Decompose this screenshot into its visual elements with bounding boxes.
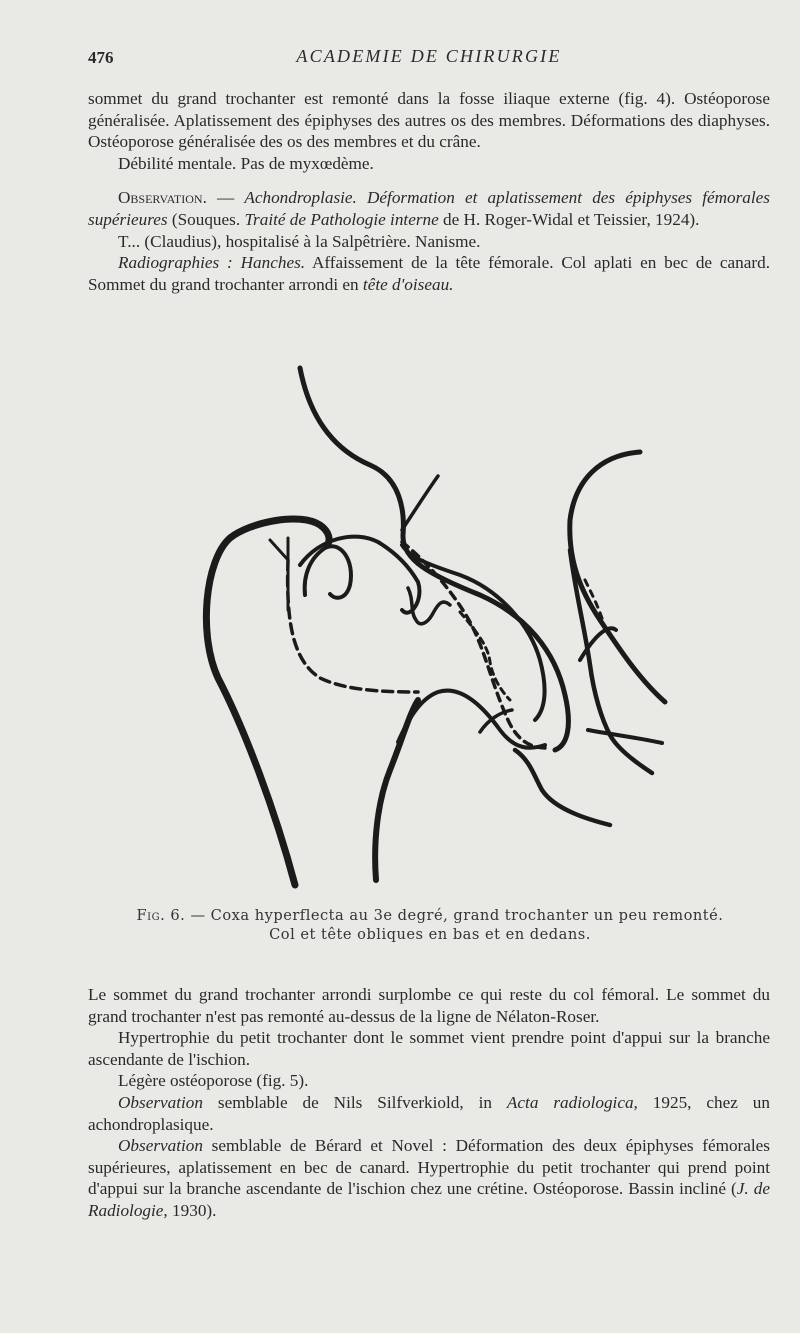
observation-word-1: Observation xyxy=(118,1092,203,1112)
top-text-block xyxy=(88,88,770,295)
page-number: 476 xyxy=(88,48,114,67)
lesser-trochanter-curve xyxy=(515,750,610,825)
observation-dash: — xyxy=(206,188,245,208)
figure-hip-drawing xyxy=(170,360,690,890)
figure-caption xyxy=(120,906,740,944)
paragraph-continued: sommet du grand trochanter est remonté dans la fosse iliaque externe (fig. 4). Ostéoporose généralisée. Aplatissement des épiphyses des autres os des membres. Déformations des diaphyses. Ostéoporose généralisée des os des membres et du crâne. xyxy=(88,89,770,152)
berard-novel-text: semblable de Bérard et Novel : Déformation des deux épiphyses fémorales supérieures, aplatissement en bec de canard. Hypertrophie du petit trochanter qui prend point d'appui sur la branche ascendante de l'ischion chez une crétine. Ostéoporose. Bassin incliné ( xyxy=(88,1136,770,1199)
radiographies-text: Affaissement de la tête fémorale. Col aplati en bec de canard. Sommet du grand trochanter arrondi en xyxy=(88,253,771,294)
caption-line-2: Col et tête obliques en bas et en dedans. xyxy=(269,926,591,943)
pelvis-right-curve xyxy=(570,452,665,702)
page-header xyxy=(88,46,770,70)
observation-radiographies xyxy=(88,252,770,295)
observation-ref-rest: de H. Roger-Widal et Teissier, 1924). xyxy=(438,209,700,229)
paragraph-berard-novel xyxy=(88,1135,770,1221)
berard-novel-end: 1930). xyxy=(167,1200,217,1220)
observation-word-2: Observation xyxy=(118,1136,203,1156)
joint-dashed-line xyxy=(402,542,546,748)
observation-label: Observation. xyxy=(118,188,207,208)
hip-line-drawing xyxy=(170,360,690,890)
paragraph-osteoporose: Légère ostéoporose (fig. 5). xyxy=(118,1071,309,1091)
paragraph-hypertrophie: Hypertrophie du petit trochanter dont le sommet vient prendre point d'appui sur la branche ascendante de l'ischion. xyxy=(88,1028,770,1069)
figure-label: Fig. 6. xyxy=(136,907,186,924)
trochanter-head-hook xyxy=(300,537,419,613)
running-head: ACADEMIE DE CHIRURGIE xyxy=(296,46,562,66)
radiographies-italic: tête d'oiseau. xyxy=(362,274,454,294)
ischium-dashed xyxy=(585,580,606,632)
radiographies-label: Radiographies : Hanches. xyxy=(118,253,306,273)
observation-heading xyxy=(88,187,770,230)
paragraph-sommet: Le sommet du grand trochanter arrondi surplombe ce qui reste du col fémoral. Le sommet du grand trochanter n'est pas remonté au-dessus de la ligne de Nélaton-Roser. xyxy=(88,985,770,1026)
paragraph-silfverkiold xyxy=(88,1092,770,1135)
silfverkiold-end: 1925, chez un achondroplasique. xyxy=(88,1092,770,1134)
acta-radiologica: Acta radiologica, xyxy=(506,1092,638,1112)
journal-radiologie: J. de Radiologie, xyxy=(88,1179,770,1220)
femur-lateral-shaft xyxy=(206,519,329,885)
observation-ref-title: Traité de Pathologie interne xyxy=(244,209,439,229)
caption-text-1: — Coxa hyperflecta au 3e degré, grand trochanter un peu remonté. xyxy=(185,907,724,924)
paragraph-debilite: Débilité mentale. Pas de myxœdème. xyxy=(118,153,374,173)
acetabulum-small-arc xyxy=(402,476,438,530)
observation-title: Achondroplasie. Déformation et aplatissement des épiphyses fémorales supérieures xyxy=(88,188,770,229)
silfverkiold-text: semblable de Nils Silfverkiold, in xyxy=(202,1092,507,1112)
observation-patient: T... (Claudius), hospitalisé à la Salpêtrière. Nanisme. xyxy=(118,231,481,251)
observation-ref-open: (Souques. xyxy=(167,209,245,229)
trochanter-notch xyxy=(270,538,288,610)
bottom-text-block xyxy=(88,984,770,1222)
femur-medial-shaft xyxy=(375,700,418,880)
caption-line-1 xyxy=(120,906,740,925)
